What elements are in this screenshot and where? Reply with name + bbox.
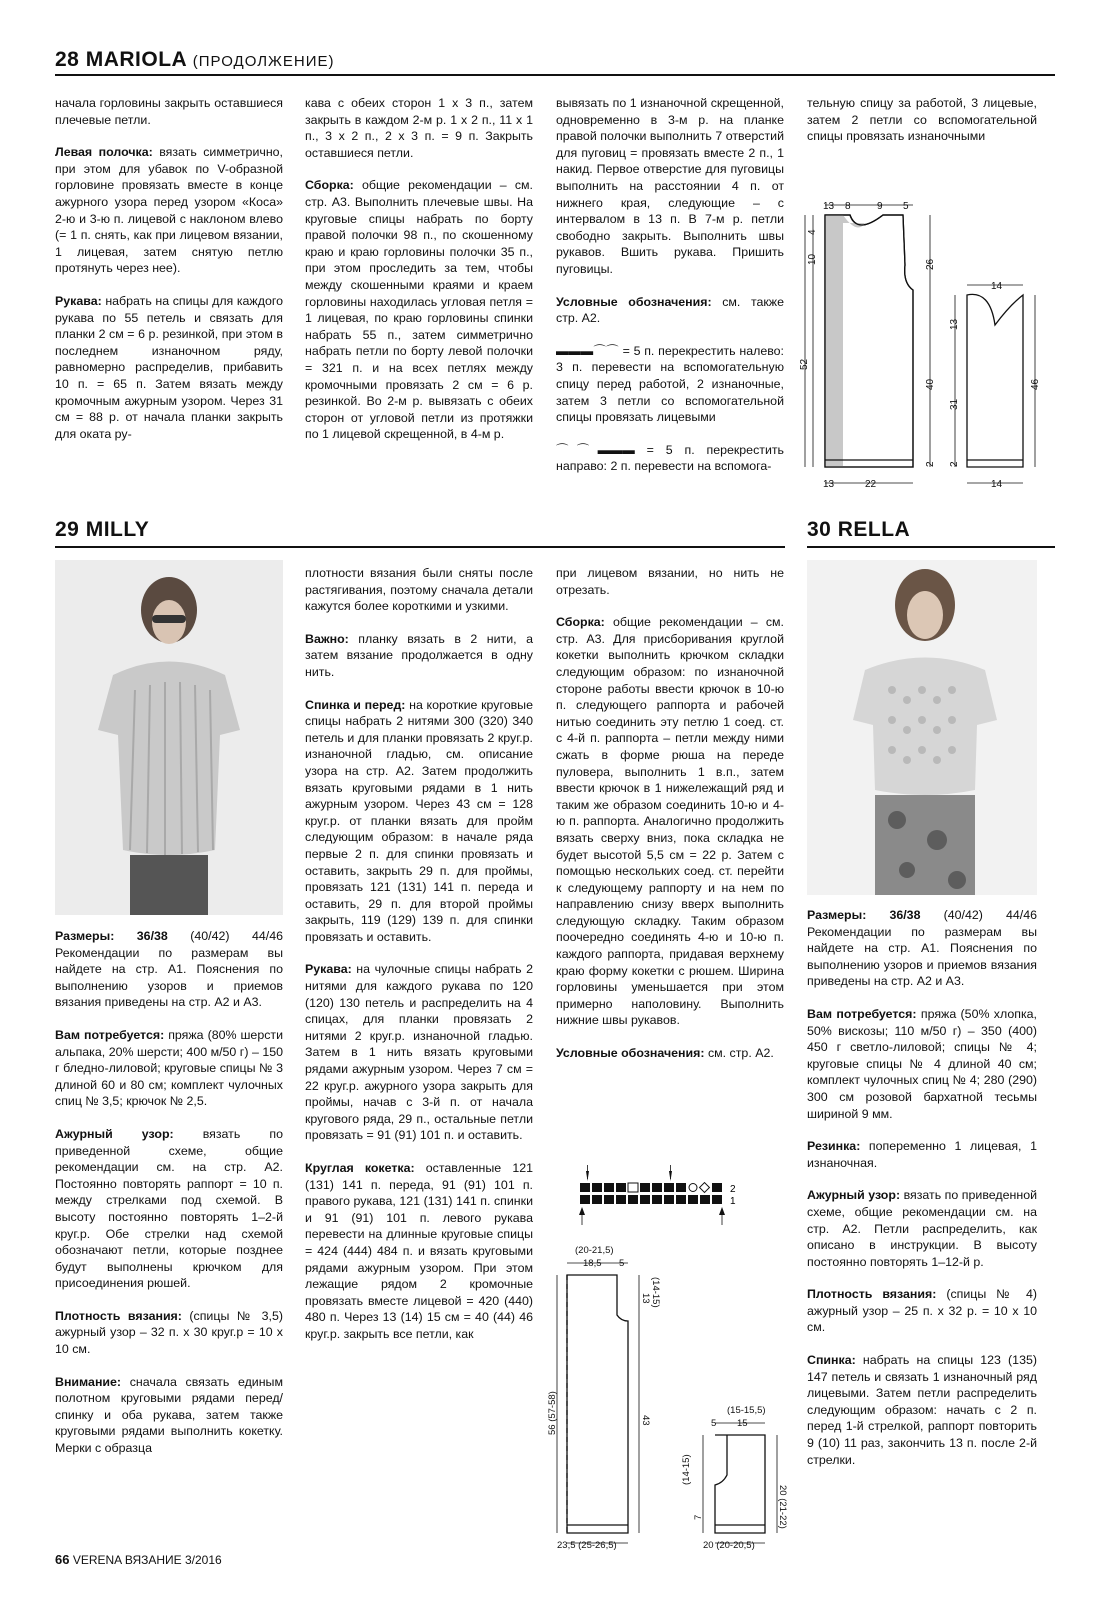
paragraph-text: вязать симметрично, при этом для убавок по V-образной горловине провязать вместе в конце ажурного узора перед узором «Коса» 2-ю и 3-ю п. лицевой с наклоном влево (= 1 п. снять, как при лицевом вязании, 1 лицевая, затем снятую петлю протянуть через нее). bbox=[55, 145, 283, 276]
paragraph-text: начала горловины закрыть оставшиеся плечевые петли. bbox=[55, 96, 283, 127]
paragraph bbox=[807, 1187, 1037, 1270]
paragraph-heading: Резинка: bbox=[807, 1139, 861, 1154]
paragraph-text: сначала связать единым полотном круговыми рядами перед/спинку и оба рукава, затем также круговыми рядами выполнить кокетку. Мерки с образца bbox=[55, 1374, 283, 1456]
paragraph bbox=[305, 697, 533, 946]
dim-label: 14 bbox=[991, 479, 1003, 490]
page-number: 66 bbox=[55, 1552, 70, 1567]
paragraph bbox=[55, 144, 283, 277]
dim-label: 2 bbox=[949, 461, 960, 467]
paragraph bbox=[305, 95, 533, 161]
dim-label: 4 bbox=[807, 229, 818, 235]
paragraph bbox=[807, 1352, 1037, 1468]
paragraph bbox=[807, 95, 1037, 145]
section-title: MARIOLA bbox=[85, 48, 187, 71]
paragraph-text: оставленные 121 (131) 141 п. переда, 91 (91) 101 п. правого рукава, 121 (131) 141 п. спинки и 91 (91) 101 п. левого рукава перевести на длинные круговые спицы = 424 (444) 484 п. и вязать круговыми рядами ажурным узором. При этом лежащие рядом 2 кромочные провязать вместе лицевой = 420 (440) 480 п. Через 13 (14) 15 см = 40 (44) 46 круг.р. закрыть все петли, как bbox=[305, 1161, 533, 1341]
dim-label: 52 bbox=[799, 358, 810, 370]
paragraph-text: ⌒⌒▬▬▬ = 5 п. перекрестить направо: 2 п. перевести на вспомога- bbox=[556, 442, 784, 474]
dim-label: 13 bbox=[823, 201, 835, 212]
page-footer bbox=[55, 1552, 222, 1567]
paragraph-text: см. также стр. А2. bbox=[556, 294, 784, 326]
paragraph-heading: Условные обозначения: bbox=[556, 294, 712, 309]
paragraph bbox=[556, 95, 784, 278]
paragraph bbox=[305, 631, 533, 681]
paragraph-heading: Внимание: bbox=[55, 1374, 122, 1389]
paragraph-text: пряжа (50% хлопка, 50% вискозы; 110 м/50 г) – 350 (400) 450 г светло-лиловой; спицы № 4; круговые спицы № 4 длиной 40 см; комплект чулочных спиц № 4; 280 (290) 300 см розовой бархатной тесьмы шириной 9 мм. bbox=[807, 1006, 1038, 1121]
dim-label: 20 (20-20,5) bbox=[703, 1540, 755, 1551]
paragraph bbox=[556, 565, 784, 598]
paragraph-text: тельную спицу за работой, 3 лицевые, затем 2 петли со вспомогательной спицы провязать изнаночными bbox=[807, 96, 1037, 144]
header-rule bbox=[55, 546, 785, 548]
dim-label: 15 bbox=[737, 1418, 748, 1429]
paragraph bbox=[305, 961, 533, 1144]
paragraph-text: общие рекомендации – см. стр. А3. Для присборивания круглой кокетки выполнить крючком складки следующим образом: по изнаночной стороне работы ввести крючок в 10-ю п. следующего раппорта и рабочей нитью соединить эту петлю 1 соед. ст. с 4-й п. раппорта – петли между ними сжать в форме рюша на переде пуловера, выполнить 1 в.п., затем ввести крючок в 1 нижележащий ряд и таким же образом соединить 10-ю и 4-ю п. раппорта. Аналогично продолжить вязать сверху вниз, пока складка не будет высотой 5,5 см = 22 р. Затем с помощью нескольких соед. ст. перейти к следующему раппорту и на нем по направлению снизу вверх выполнить следующую складку. Таким образом поочередно соединять 4-ю и 10-ю п. каждого раппорта, придавая верхнему краю форму кокетки с рюшем. Ширина горловины уменьшается при этом примерно наполовину. Выполнить нижние швы рукавов. bbox=[556, 615, 784, 1028]
dim-label: (14-15) bbox=[681, 1454, 692, 1485]
paragraph-heading: Ажурный узор: bbox=[55, 1126, 174, 1141]
paragraph bbox=[556, 442, 784, 475]
milly-column-2 bbox=[305, 565, 533, 1359]
paragraph bbox=[556, 343, 784, 426]
section-number: 30 bbox=[807, 518, 832, 541]
magazine-title: VERENA ВЯЗАНИЕ 3/2016 bbox=[72, 1553, 222, 1567]
header-rule bbox=[807, 546, 1055, 548]
paragraph-text: набрать на спицы для каждого рукава по 55 петель и связать для планки 2 см = 6 р. резинкой, при этом в последнем изнаночном ряду, равномерно распределив, прибавить 10 п. = 65 п. Затем вязать между кромочным ажурным узором. Через 31 см = 88 р. от начала планки закрыть для оката ру- bbox=[55, 293, 283, 441]
chart-row-label: 2 bbox=[730, 1184, 736, 1195]
paragraph bbox=[55, 928, 283, 1011]
paragraph-heading: Рукава: bbox=[305, 962, 352, 977]
paragraph-heading: Плотность вязания: bbox=[55, 1308, 182, 1323]
paragraph-text: на короткие круговые спицы набрать 2 нитями 300 (320) 340 петель и для планки провязать 2 круг.р. изнаночной гладью, см. описание узора на стр. А2. Затем продолжить вязать круговыми рядами в 1 нить ажурным узором. Через 43 см = 128 круг.р. от планки вязать для пройм следующим образом: в начале ряда первые 2 п. для спинки провязать и оставить, закрыть 29 п. для проймы, провязать 121 (131) 141 п. переда и оставить, 29 п. для второй проймы закрыть, 119 (129) 139 п. для спинки провязать и оставить. bbox=[305, 697, 533, 944]
section-number: 28 bbox=[55, 48, 80, 71]
paragraph-text: см. стр. А2. bbox=[704, 1046, 774, 1061]
paragraph bbox=[807, 1286, 1037, 1336]
dim-label: 43 bbox=[640, 1415, 651, 1426]
dim-label: 7 bbox=[693, 1514, 704, 1520]
paragraph bbox=[305, 1160, 533, 1343]
section-header-29 bbox=[55, 518, 149, 542]
dim-label: 14 bbox=[991, 281, 1003, 292]
dim-label: (20-21,5) bbox=[575, 1245, 614, 1256]
paragraph bbox=[55, 1308, 283, 1358]
paragraph-text: общие рекомендации – см. стр. А3. Выполнить плечевые швы. На круговые спицы набрать по борту правой полочки 98 п., по скошенному краю и краю горловины полочки 35 п., при этом проследить за тем, чтобы между скошенными краями и краем горловины находилась угловая петля = 1 лицевая, по краю горловины спинки набрать 55 п., затем симметрично набрать петли по борту левой полочки = 321 п. и на всех петлях между кромочными провязать 2 см = 6 р. резинкой. Во 2-м р. вывязать с обеих сторон от угловой петли из протяжки по 1 лицевой скрещенной, в 4-м р. bbox=[305, 178, 533, 442]
dim-label: 5 bbox=[619, 1258, 625, 1269]
paragraph bbox=[55, 1126, 283, 1292]
paragraph-heading: Левая полочка: bbox=[55, 145, 153, 160]
dim-label: 10 bbox=[807, 253, 818, 265]
dim-label: 13 bbox=[823, 479, 835, 490]
section-subtitle: (ПРОДОЛЖЕНИЕ) bbox=[192, 53, 335, 70]
paragraph-heading: Сборка: bbox=[305, 178, 354, 193]
paragraph bbox=[305, 177, 533, 443]
dim-label: 5 bbox=[903, 201, 909, 212]
dim-label: 13 bbox=[640, 1293, 651, 1304]
dim-label: 5 bbox=[711, 1418, 717, 1429]
paragraph-text: планку вязать в 2 нити, а затем вязание продолжается в одну нить. bbox=[305, 631, 533, 679]
paragraph-text: на чулочные спицы набрать 2 нитями для каждого рукава по 120 (120) 130 петель и распределить на 4 спицах, для планки провязать 2 нитями 2 круг.р. изнаночной гладью. Затем в 1 нить вязать круговыми рядами ажурным узором. Через 7 см = 22 круг.р. ажурного узора закрыть для проймы, начав с 3-й п. от начала кругового ряда, 29 п., остальные петли провязать = 91 (91) 101 п. и оставить. bbox=[305, 962, 533, 1143]
paragraph-text: набрать на спицы 123 (135) 147 петель и связать 1 изнаночный ряд лицевыми. Затем петли распределить следующим образом: начать с 2 п. перед 1-й стрелкой, раппорт повторить 9 (10) 11 раз, закончить 13 п. после 2-й стрелки. bbox=[807, 1353, 1037, 1467]
paragraph-heading: Вам потребуется: bbox=[55, 1027, 165, 1042]
paragraph bbox=[807, 1006, 1037, 1122]
paragraph bbox=[807, 907, 1037, 990]
paragraph-text: (40/42) 44/46 Рекомендации по размерам вы найдете на стр. А1. Пояснения по выполнению узоров и приемов вязания приведены на стр. А2 и А3. bbox=[55, 929, 284, 1010]
paragraph-heading: Размеры: 36/38 bbox=[55, 929, 168, 943]
dim-label: 23,5 (25-26,5) bbox=[557, 1540, 617, 1551]
paragraph-text: плотности вязания были сняты после растягивания, поэтому сначала детали кажутся более короткими и узкими. bbox=[305, 566, 533, 614]
paragraph-text: попеременно 1 лицевая, 1 изнаночная. bbox=[807, 1139, 1037, 1170]
paragraph-heading: Условные обозначения: bbox=[556, 1046, 705, 1061]
paragraph-text: ▬▬▬⌒⌒ = 5 п. перекрестить налево: 3 п. перевести на вспомогательную спицу перед работой, 2 изнаночные, затем 3 петли со вспомогательной спицы провязать лицевыми bbox=[556, 343, 784, 425]
paragraph-text: (спицы № 3,5) ажурный узор – 32 п. х 30 круг.р = 10 х 10 см. bbox=[55, 1308, 283, 1357]
paragraph-heading: Важно: bbox=[305, 631, 349, 646]
paragraph bbox=[55, 293, 283, 442]
section-header-30 bbox=[807, 518, 910, 542]
mariola-column-4 bbox=[807, 95, 1037, 161]
paragraph-text: вязать по приведенной схеме, общие рекомендации см. на стр. А2. Постоянно повторять раппорт = 10 п. между стрелками под схемой. В высоту постоянно повторять 1–2-й круг.р. Обе стрелки над схемой обозначают петли, которые позднее будут выполнены крючком для присоединения рюшей. bbox=[55, 1126, 283, 1291]
dim-label: 2 bbox=[925, 461, 936, 467]
paragraph-heading: Ажурный узор: bbox=[807, 1188, 901, 1203]
dim-label: 22 bbox=[865, 479, 877, 490]
milly-column-3 bbox=[556, 565, 784, 1078]
paragraph bbox=[807, 1138, 1037, 1171]
paragraph-heading: Размеры: 36/38 bbox=[807, 908, 921, 922]
mariola-column-2 bbox=[305, 95, 533, 459]
dim-label: 18,5 bbox=[583, 1258, 602, 1269]
paragraph-text: при лицевом вязании, но нить не отрезать. bbox=[556, 566, 784, 597]
paragraph-text: (40/42) 44/46 Рекомендации по размерам вы найдете на стр. А1. Пояснения по выполнению узоров и приемов вязания приведены на стр. А2 и А3. bbox=[807, 908, 1037, 989]
header-rule bbox=[55, 74, 1055, 76]
dim-label: (15-15,5) bbox=[727, 1405, 766, 1416]
paragraph-text: вязать по приведенной схеме, общие рекомендации см. на стр. А2. Петли распределить, как описано в инструкции. В высоту постоянно повторять 1–12-й р. bbox=[807, 1188, 1038, 1269]
paragraph-heading: Сборка: bbox=[556, 615, 605, 630]
dim-label: 56 (57-58) bbox=[547, 1391, 558, 1435]
section-title: MILLY bbox=[85, 518, 150, 541]
paragraph-heading: Рукава: bbox=[55, 293, 102, 308]
dim-label: 9 bbox=[877, 201, 883, 212]
chart-row-label: 1 bbox=[730, 1196, 736, 1207]
paragraph bbox=[556, 614, 784, 1029]
paragraph-heading: Вам потребуется: bbox=[807, 1006, 917, 1021]
paragraph-text: (спицы № 4) ажурный узор – 25 п. х 32 р. = 10 х 10 см. bbox=[807, 1287, 1037, 1335]
mariola-column-1 bbox=[55, 95, 283, 458]
paragraph bbox=[55, 95, 283, 128]
paragraph bbox=[556, 294, 784, 327]
dim-label: 20 (21-22) bbox=[777, 1485, 788, 1529]
paragraph-text: вывязать по 1 изнаночной скрещенной, одновременно в 3-м р. на планке правой полочки выполнить 7 отверстий для пуговиц = провязать вместе 2 п., 1 накид. Первое отверстие для пуговицы выполнить на расстоянии 4 п. от нижнего края, следующие – с интервалом в 13 п. В 7-м р. петли свободно закрыть. Выполнить швы рукавов. Вшить рукава. Пришить пуговицы. bbox=[556, 96, 784, 276]
mariola-column-3 bbox=[556, 95, 784, 491]
dim-label: 46 bbox=[1030, 378, 1041, 390]
rella-model-photo bbox=[807, 560, 1037, 895]
section-header-28 bbox=[55, 48, 335, 72]
paragraph bbox=[55, 1027, 283, 1110]
paragraph-heading: Спинка и перед: bbox=[305, 697, 406, 712]
paragraph-text: пряжа (80% шерсти альпака, 20% шерсти; 400 м/50 г) – 150 г бледно-лиловой; круговые спицы № 3 длиной 60 и 80 см; комплект чулочных спиц № 3,5; крючок № 2,5. bbox=[55, 1027, 284, 1109]
dim-label: 31 bbox=[949, 398, 960, 410]
dim-label: (14-15) bbox=[650, 1277, 661, 1308]
dim-label: 26 bbox=[925, 258, 936, 270]
milly-schematic bbox=[547, 1165, 790, 1551]
dim-label: 8 bbox=[845, 201, 851, 212]
dim-label: 40 bbox=[925, 378, 936, 390]
paragraph bbox=[55, 1374, 283, 1457]
rella-column-1 bbox=[807, 907, 1037, 1484]
section-number: 29 bbox=[55, 518, 80, 541]
paragraph-heading: Плотность вязания: bbox=[807, 1287, 937, 1302]
paragraph-heading: Спинка: bbox=[807, 1353, 856, 1368]
dim-label: 13 bbox=[949, 318, 960, 330]
paragraph bbox=[305, 565, 533, 615]
milly-model-photo bbox=[55, 560, 283, 915]
section-title: RELLA bbox=[837, 518, 911, 541]
mariola-schematic bbox=[795, 195, 1055, 495]
paragraph-text: кава с обеих сторон 1 х 3 п., затем закрыть в каждом 2-м р. 1 х 2 п., 11 х 1 п., 3 х 2 п., 2 х 3 п. = 9 п. Закрыть оставшиеся петли. bbox=[305, 96, 533, 160]
paragraph bbox=[556, 1045, 784, 1062]
paragraph-heading: Круглая кокетка: bbox=[305, 1161, 415, 1175]
milly-column-1 bbox=[55, 928, 283, 1473]
